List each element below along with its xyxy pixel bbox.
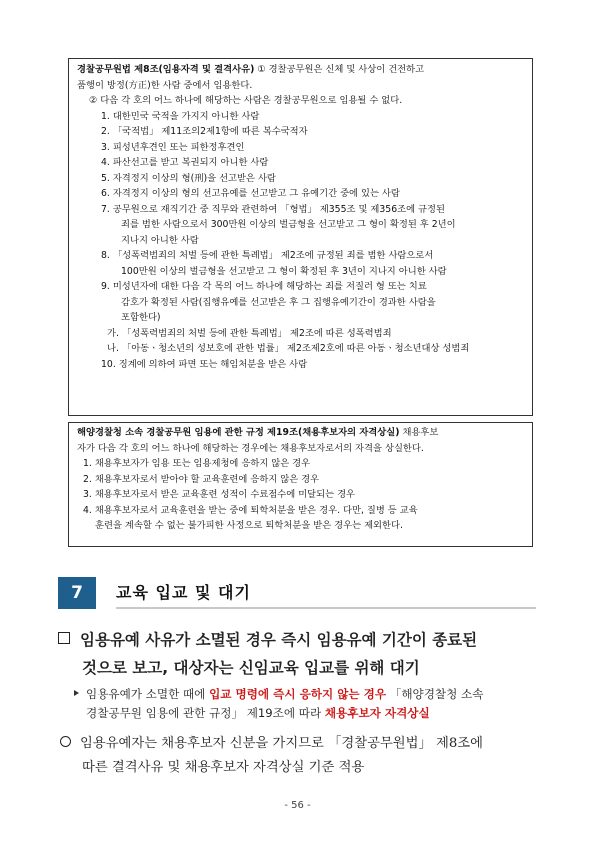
circle-bullet-line1 bbox=[60, 732, 546, 756]
section-number-badge: 7 bbox=[58, 577, 96, 609]
main-bullet-line2: 것으로 보고, 대상자는 신임교육 입교를 위해 대기 bbox=[82, 659, 420, 677]
box1-clause2: ② 다음 각 호의 어느 하나에 해당하는 사람은 경찰공무원으로 임용될 수 없다. bbox=[89, 95, 403, 106]
list-item-continuation: 훈련을 계속할 수 없는 불가피한 사정으로 퇴학처분을 받은 경우는 제외한다. bbox=[95, 520, 403, 531]
box2-line1 bbox=[77, 425, 524, 441]
circle-bullet-text: 임용유예자는 채용후보자 신분을 가지므로 「경찰공무원법」 제8조에 bbox=[80, 736, 483, 751]
list-item: 8. 「성폭력범죄의 처벌 등에 관한 특례법」 제2조에 규정된 죄를 범한 사람으로서 bbox=[101, 250, 434, 261]
box1-line2: 품행이 방정(方正)한 사람 중에서 임용한다. bbox=[77, 79, 253, 91]
triangle-bullet-icon bbox=[74, 690, 79, 696]
box2-line1-text: 채용후보 bbox=[399, 427, 439, 438]
section-heading bbox=[58, 577, 536, 609]
sub-bullet-line2 bbox=[74, 704, 544, 723]
sub-bullet-line1 bbox=[74, 685, 544, 704]
list-item: 2. 채용후보자로서 받아야 할 교육훈련에 응하지 않은 경우 bbox=[83, 473, 320, 485]
list-item-continuation: 감호가 확정된 사람(집행유예를 선고받은 후 그 집행유예기간이 경과한 사람을 bbox=[121, 296, 436, 308]
sub-bullet-point bbox=[74, 685, 544, 723]
main-bullet-text: 임용유예 사유가 소멸된 경우 즉시 임용유예 기간이 종료된 bbox=[80, 631, 478, 649]
list-item: 6. 자격정지 이상의 형의 선고유예를 선고받고 그 유예기간 중에 있는 사람 bbox=[101, 188, 400, 199]
main-bullet-point bbox=[58, 626, 548, 682]
legal-excerpt-box-police-act bbox=[68, 58, 533, 416]
list-item: 7. 공무원으로 재직기간 중 직무와 관련하여 「형법」 제355조 및 제356조에 규정된 bbox=[101, 203, 445, 215]
list-item-continuation: 100만원 이상의 벌금형을 선고받고 그 형이 확정된 후 3년이 지나지 아니한 사람 bbox=[121, 265, 447, 277]
box1-line1-text: ① 경찰공무원은 신체 및 사상이 건전하고 bbox=[254, 64, 425, 75]
list-item: 2. 「국적법」 제11조의2제1항에 따른 복수국적자 bbox=[101, 126, 308, 137]
sub-item-a: 가. 「성폭력범죄의 처벌 등에 관한 특례법」 제2조에 따른 성폭력범죄 bbox=[107, 327, 392, 339]
list-item: 10. 징계에 의하여 파면 또는 해임처분을 받은 사람 bbox=[101, 358, 308, 370]
highlight-text: 입교 명령에 즉시 응하지 않는 경우 bbox=[209, 687, 387, 701]
list-item: 9. 미성년자에 대한 다음 각 목의 어느 하나에 해당하는 죄를 저질러 형 또는 치료 bbox=[101, 281, 427, 292]
section-underline bbox=[116, 607, 536, 609]
box2-line2: 자가 다음 각 호의 어느 하나에 해당하는 경우에는 채용후보자로서의 자격을 상실한다. bbox=[77, 442, 424, 454]
list-item: 1. 채용후보자가 임용 또는 임용제청에 응하지 않은 경우 bbox=[83, 458, 311, 469]
list-item: 4. 파산선고를 받고 복권되지 아니한 사람 bbox=[101, 157, 269, 168]
list-item-continuation: 지나지 아니한 사람 bbox=[121, 234, 199, 246]
list-item: 3. 채용후보자로서 받은 교육훈련 성적이 수료점수에 미달되는 경우 bbox=[83, 489, 356, 500]
circle-bullet-line2: 따른 결격사유 및 채용후보자 자격상실 기준 적용 bbox=[82, 760, 365, 775]
list-item-continuation: 죄를 범한 사람으로서 300만원 이상의 벌금형을 선고받고 그 형이 확정된 후 2년이 bbox=[121, 219, 456, 230]
list-item: 5. 자격정지 이상의 형(刑)을 선고받은 사람 bbox=[101, 172, 276, 184]
box1-line1 bbox=[77, 62, 524, 78]
sub-bullet-text: 「해양경찰청 소속 bbox=[386, 687, 484, 701]
list-item-continuation: 포함한다) bbox=[121, 312, 161, 323]
legal-excerpt-box-appointment-rule bbox=[68, 422, 533, 547]
highlight-text: 채용후보자 자격상실 bbox=[324, 706, 430, 720]
page-number: - 56 - bbox=[284, 800, 311, 811]
sub-item-b: 나. 「아동ㆍ청소년의 성보호에 관한 법률」 제2조제2호에 따른 아동ㆍ청소년대상 성범죄 bbox=[107, 343, 470, 354]
list-item: 1. 대한민국 국적을 가지지 아니한 사람 bbox=[101, 110, 260, 122]
square-bullet-icon bbox=[58, 632, 70, 644]
section-title: 교육 입교 및 대기 bbox=[116, 583, 251, 602]
sub-bullet-text: 임용유예가 소멸한 때에 bbox=[86, 687, 210, 701]
box2-heading: 해양경찰청 소속 경찰공무원 임용에 관한 규정 제19조(채용후보자의 자격상실) bbox=[77, 427, 400, 438]
main-bullet-line1 bbox=[58, 626, 548, 654]
list-item: 3. 피성년후견인 또는 피한정후견인 bbox=[101, 141, 245, 153]
circle-bullet-icon bbox=[60, 736, 71, 747]
list-item: 4. 채용후보자로서 교육훈련을 받는 중에 퇴학처분을 받은 경우. 다만, 질병 등 교육 bbox=[83, 504, 418, 516]
box1-heading: 경찰공무원법 제8조(임용자격 및 결격사유) bbox=[77, 64, 255, 75]
sub-bullet-text: 경찰공무원 임용에 관한 규정」 제19조에 따라 bbox=[86, 706, 325, 720]
circle-bullet-point bbox=[60, 732, 546, 780]
